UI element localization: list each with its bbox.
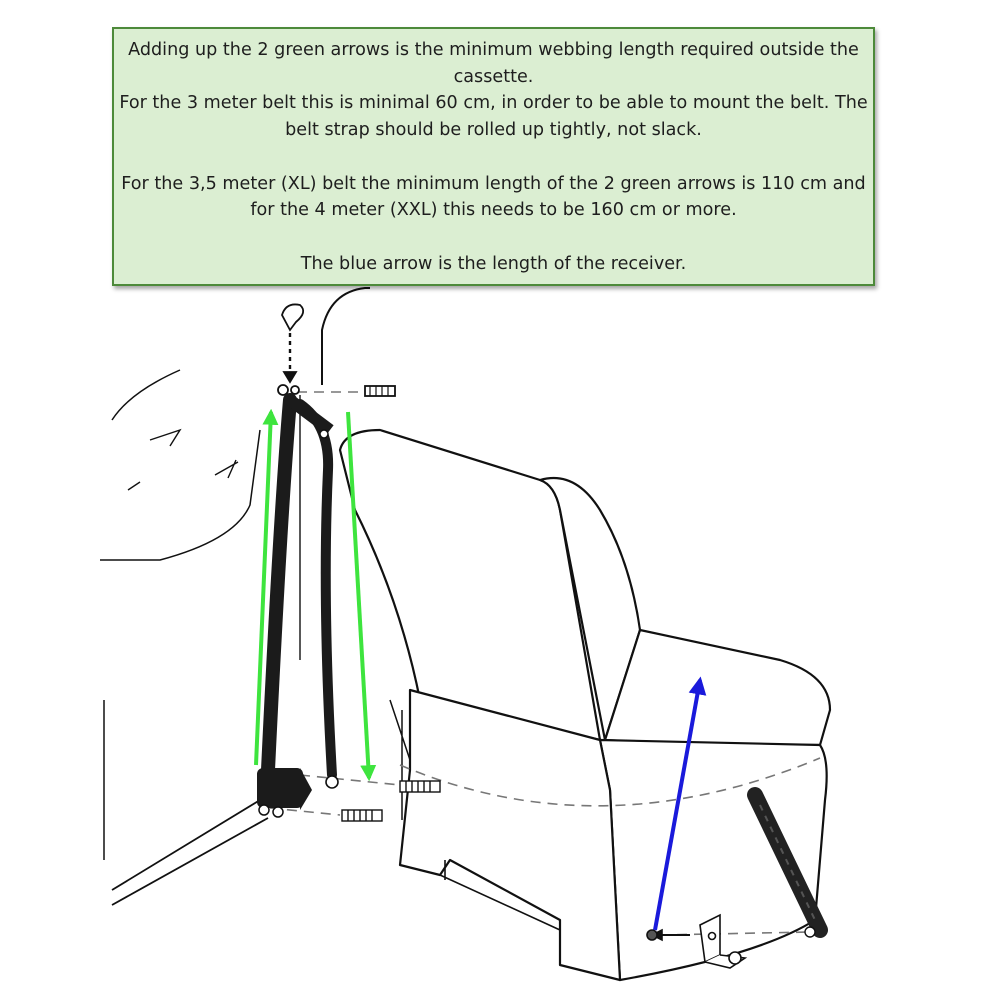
seat-backrest-side — [340, 430, 600, 740]
note-line-webbing: Adding up the 2 green arrows is the minimum webbing length required outside the cassette. — [128, 40, 859, 87]
seat-cushion-top — [605, 630, 830, 745]
note-line-3m-belt: For the 3 meter belt this is minimal 60 cm, in order to be able to mount the belt. The belt strap should be rolled up tightly, not slack. — [119, 93, 868, 141]
note-line-receiver: The blue arrow is the length of the receiver. — [300, 253, 687, 274]
top-anchor-hardware — [278, 304, 395, 396]
instruction-note — [112, 27, 875, 286]
belt-cassette — [257, 768, 303, 808]
note-line-xl-xxl-belt: For the 3,5 meter (XL) belt the minimum length of the 2 green arrows is 110 cm and for the 4 meter (XXL) this needs to be 160 cm or more. — [121, 173, 866, 221]
seat-drawing — [340, 430, 830, 980]
anchor-cover-icon — [282, 304, 303, 330]
